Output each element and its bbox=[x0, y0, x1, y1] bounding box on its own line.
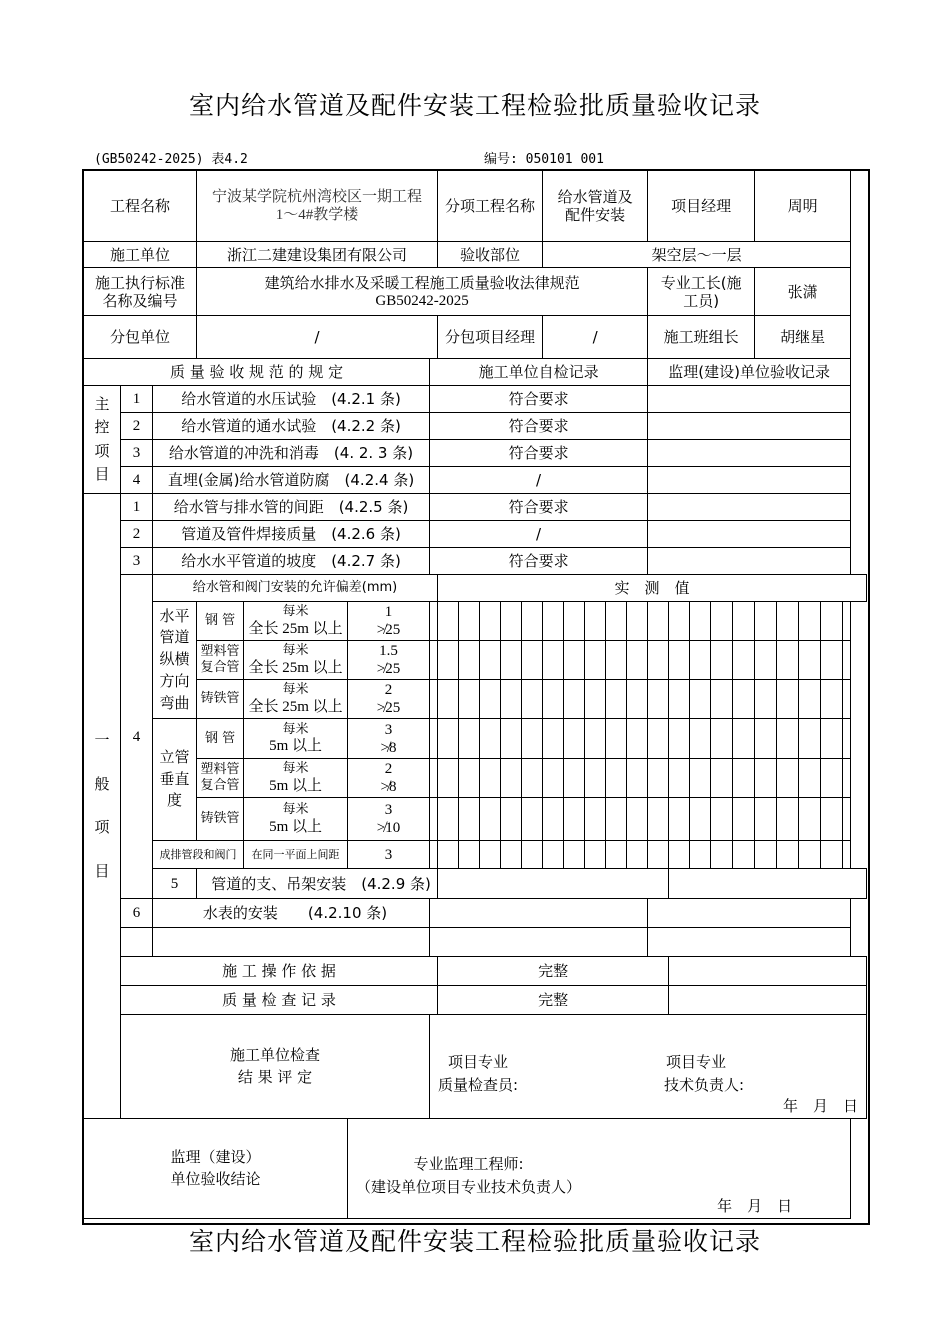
tolerance-header: 给水管和阀门安装的允许偏差(mm) bbox=[153, 575, 438, 602]
measure-cell[interactable] bbox=[648, 602, 669, 641]
supervision-date: 年 月 日 bbox=[717, 1197, 793, 1215]
measure-cell[interactable] bbox=[430, 602, 438, 641]
measure-cell[interactable] bbox=[522, 759, 543, 798]
basis-value: 完整 bbox=[438, 957, 669, 986]
measure-cell[interactable] bbox=[648, 759, 669, 798]
measure-cell[interactable] bbox=[843, 719, 851, 759]
measure-cell[interactable] bbox=[733, 759, 755, 798]
measure-cell[interactable] bbox=[627, 759, 648, 798]
measure-cell[interactable] bbox=[799, 680, 821, 719]
measure-cell[interactable] bbox=[799, 602, 821, 641]
measure-cell[interactable] bbox=[777, 602, 799, 641]
main-item-result: / bbox=[430, 467, 648, 494]
general-item-no: 3 bbox=[121, 548, 153, 575]
measure-cell[interactable] bbox=[564, 798, 585, 841]
tolerance-condition bbox=[244, 719, 348, 759]
measure-cell[interactable] bbox=[438, 641, 459, 680]
condition-full-length: 5m 以上 bbox=[269, 738, 322, 755]
measure-cell[interactable] bbox=[755, 759, 777, 798]
measure-cell[interactable] bbox=[459, 759, 480, 798]
measure-cell[interactable] bbox=[430, 680, 438, 719]
sub-pm: / bbox=[543, 316, 648, 359]
general-item-no: 5 bbox=[153, 869, 197, 899]
measure-cell[interactable] bbox=[564, 602, 585, 641]
measure-cell[interactable] bbox=[821, 641, 843, 680]
measure-cell[interactable] bbox=[821, 719, 843, 759]
measure-cell[interactable] bbox=[777, 759, 799, 798]
general-item-supervision bbox=[648, 521, 851, 548]
measure-cell[interactable] bbox=[480, 798, 501, 841]
measure-cell[interactable] bbox=[843, 680, 851, 719]
measure-cell[interactable] bbox=[459, 798, 480, 841]
measure-cell[interactable] bbox=[459, 841, 480, 869]
measure-cell[interactable] bbox=[669, 841, 690, 869]
measure-cell[interactable] bbox=[438, 602, 459, 641]
measure-cell[interactable] bbox=[799, 641, 821, 680]
spec-header: 质 量 验 收 规 范 的 规 定 bbox=[84, 359, 430, 386]
measure-cell[interactable] bbox=[690, 841, 711, 869]
measure-cell[interactable] bbox=[821, 841, 843, 869]
horizontal-pipe-label: 水平管道纵横方向弯曲 bbox=[153, 602, 197, 719]
measure-cell[interactable] bbox=[733, 841, 755, 869]
main-item-result: 符合要求 bbox=[430, 440, 648, 467]
measure-cell[interactable] bbox=[501, 798, 522, 841]
measure-cell[interactable] bbox=[480, 841, 501, 869]
general-item-text: 给水水平管道的坡度 (4.2.7 条) bbox=[153, 548, 430, 575]
general-item-text: 管道及管件焊接质量 (4.2.6 条) bbox=[153, 521, 430, 548]
main-item-no: 2 bbox=[121, 413, 153, 440]
measure-cell[interactable] bbox=[777, 841, 799, 869]
tolerance-full-length: ≯25 bbox=[376, 700, 401, 716]
acceptance-table bbox=[83, 170, 867, 1219]
basis-label: 施 工 操 作 依 据 bbox=[121, 957, 438, 986]
measure-cell[interactable] bbox=[627, 641, 648, 680]
measure-cell[interactable] bbox=[627, 602, 648, 641]
measure-cell[interactable] bbox=[690, 602, 711, 641]
foreman-label: 专业工长(施工员) bbox=[648, 268, 755, 316]
general-items-label: 一般项目 bbox=[84, 494, 121, 1119]
contractor-check-area bbox=[430, 1015, 867, 1119]
measure-cell[interactable] bbox=[430, 719, 438, 759]
material: 钢 管 bbox=[197, 719, 244, 759]
tolerance-condition bbox=[244, 602, 348, 641]
contractor-check-label bbox=[121, 1015, 430, 1119]
condition-full-length: 全长 25m 以上 bbox=[248, 659, 343, 676]
measure-cell[interactable] bbox=[711, 841, 733, 869]
measure-cell[interactable] bbox=[669, 680, 690, 719]
measure-cell[interactable] bbox=[501, 841, 522, 869]
tolerance-full-length: ≯25 bbox=[376, 622, 401, 638]
supervision-engineer-line-1: 专业监理工程师: bbox=[413, 1155, 524, 1173]
tolerance-condition bbox=[244, 641, 348, 680]
project-manager-label: 项目经理 bbox=[648, 171, 755, 242]
measure-cell[interactable] bbox=[438, 680, 459, 719]
standard-reference: (GB50242-2025) 表4.2 bbox=[94, 152, 248, 167]
main-item-no: 1 bbox=[121, 386, 153, 413]
measure-cell[interactable] bbox=[430, 641, 438, 680]
measure-cell[interactable] bbox=[755, 798, 777, 841]
measure-cell[interactable] bbox=[755, 602, 777, 641]
project-name-label: 工程名称 bbox=[84, 171, 197, 242]
row-pipe-valve-label: 成排管段和阀门 bbox=[153, 841, 244, 869]
measure-cell[interactable] bbox=[777, 680, 799, 719]
main-item-text: 直埋(金属)给水管道防腐 (4.2.4 条) bbox=[153, 467, 430, 494]
main-item-result: 符合要求 bbox=[430, 413, 648, 440]
condition-full-length: 全长 25m 以上 bbox=[248, 620, 343, 637]
measure-cell[interactable] bbox=[648, 841, 669, 869]
measure-cell[interactable] bbox=[501, 680, 522, 719]
tolerance-per-meter: 2 bbox=[384, 682, 393, 698]
material: 铸铁管 bbox=[197, 798, 244, 841]
measure-cell[interactable] bbox=[733, 641, 755, 680]
project-manager: 周明 bbox=[755, 171, 851, 242]
quality-inspector-line-1: 项目专业 bbox=[448, 1053, 509, 1071]
main-item-supervision bbox=[648, 440, 851, 467]
measure-cell[interactable] bbox=[711, 680, 733, 719]
general-item-no: 6 bbox=[121, 899, 153, 928]
measure-cell[interactable] bbox=[480, 641, 501, 680]
general-item-text: 给水管与排水管的间距 (4.2.5 条) bbox=[153, 494, 430, 521]
measure-cell[interactable] bbox=[690, 641, 711, 680]
team-leader: 胡继星 bbox=[755, 316, 851, 359]
acceptance-part-label: 验收部位 bbox=[438, 242, 543, 268]
condition-full-length: 全长 25m 以上 bbox=[248, 698, 343, 715]
condition-per-meter: 每米 bbox=[282, 761, 309, 777]
tolerance-full-length: ≯8 bbox=[380, 739, 397, 756]
condition-per-meter: 每米 bbox=[282, 802, 309, 818]
main-item-supervision bbox=[648, 413, 851, 440]
measure-cell[interactable] bbox=[480, 602, 501, 641]
measure-cell[interactable] bbox=[648, 680, 669, 719]
measure-cell[interactable] bbox=[755, 641, 777, 680]
empty-cell bbox=[121, 928, 153, 957]
measure-cell[interactable] bbox=[627, 798, 648, 841]
measure-cell[interactable] bbox=[843, 841, 851, 869]
measure-cell[interactable] bbox=[843, 602, 851, 641]
measure-cell[interactable] bbox=[606, 719, 627, 759]
measure-cell[interactable] bbox=[799, 759, 821, 798]
measure-cell[interactable] bbox=[543, 602, 564, 641]
measure-cell[interactable] bbox=[430, 841, 438, 869]
self-check-header: 施工单位自检记录 bbox=[430, 359, 648, 386]
empty-cell bbox=[153, 928, 430, 957]
subcontractor-label: 分包单位 bbox=[84, 316, 197, 359]
condition-full-length: 5m 以上 bbox=[269, 777, 322, 794]
general-item-supervision bbox=[648, 494, 851, 521]
empty-cell bbox=[648, 928, 851, 957]
tolerance-per-meter: 1.5 bbox=[379, 643, 398, 659]
general-item-no: 1 bbox=[121, 494, 153, 521]
measure-cell[interactable] bbox=[733, 602, 755, 641]
measure-cell[interactable] bbox=[799, 719, 821, 759]
condition-per-meter: 每米 bbox=[282, 682, 309, 698]
measure-cell[interactable] bbox=[459, 719, 480, 759]
basis-supervision bbox=[669, 957, 867, 986]
tech-lead-line-1: 项目专业 bbox=[666, 1053, 727, 1071]
tolerance-value bbox=[348, 602, 430, 641]
measure-cell[interactable] bbox=[606, 680, 627, 719]
general-item-no: 2 bbox=[121, 521, 153, 548]
measured-values-header: 实 测 值 bbox=[438, 575, 867, 602]
measure-cell[interactable] bbox=[459, 680, 480, 719]
measure-cell[interactable] bbox=[430, 798, 438, 841]
measure-cell[interactable] bbox=[543, 841, 564, 869]
measure-cell[interactable] bbox=[648, 641, 669, 680]
measure-cell[interactable] bbox=[606, 798, 627, 841]
page-title: 室内给水管道及配件安装工程检验批质量验收记录 bbox=[188, 91, 761, 120]
supervision-engineer bbox=[356, 1153, 581, 1198]
contractor-check-label-2: 结 果 评 定 bbox=[237, 1067, 313, 1086]
general-item-result: / bbox=[430, 521, 648, 548]
same-plane-tolerance: 3 bbox=[348, 841, 430, 869]
measure-cell[interactable] bbox=[690, 759, 711, 798]
acceptance-part: 架空层～一层 bbox=[543, 242, 851, 268]
quality-inspector-line-2: 质量检查员: bbox=[438, 1075, 519, 1094]
measure-cell[interactable] bbox=[777, 798, 799, 841]
main-item-text: 给水管道的通水试验 (4.2.2 条) bbox=[153, 413, 430, 440]
measure-cell[interactable] bbox=[585, 759, 606, 798]
measure-cell[interactable] bbox=[777, 719, 799, 759]
measure-cell[interactable] bbox=[522, 798, 543, 841]
main-item-text: 给水管道的冲洗和消毒 (4. 2. 3 条) bbox=[153, 440, 430, 467]
measure-cell[interactable] bbox=[564, 759, 585, 798]
record-value: 完整 bbox=[438, 986, 669, 1015]
measure-cell[interactable] bbox=[606, 759, 627, 798]
condition-per-meter: 每米 bbox=[282, 604, 309, 620]
measure-cell[interactable] bbox=[606, 641, 627, 680]
measure-cell[interactable] bbox=[501, 641, 522, 680]
tolerance-condition bbox=[244, 798, 348, 841]
measure-cell[interactable] bbox=[733, 680, 755, 719]
tolerance-full-length: ≯10 bbox=[376, 820, 401, 836]
measure-cell[interactable] bbox=[522, 641, 543, 680]
record-label: 质 量 检 查 记 录 bbox=[121, 986, 438, 1015]
measure-cell[interactable] bbox=[606, 602, 627, 641]
measure-cell[interactable] bbox=[501, 759, 522, 798]
supervision-engineer-line-2: （建设单位项目专业技术负责人） bbox=[356, 1177, 582, 1196]
standard-code: GB50242-2025 bbox=[375, 292, 469, 309]
measure-cell[interactable] bbox=[669, 759, 690, 798]
supervision-check-area bbox=[348, 1119, 851, 1219]
measure-cell[interactable] bbox=[821, 602, 843, 641]
contractor-date: 年 月 日 bbox=[782, 1097, 858, 1115]
measure-cell[interactable] bbox=[690, 798, 711, 841]
measure-cell[interactable] bbox=[564, 680, 585, 719]
subcontractor: / bbox=[197, 316, 438, 359]
tolerance-condition bbox=[244, 680, 348, 719]
empty-cell bbox=[430, 928, 648, 957]
sub-project-name: 给水管道及配件安装 bbox=[543, 171, 648, 242]
measure-cell[interactable] bbox=[821, 798, 843, 841]
measure-cell[interactable] bbox=[627, 841, 648, 869]
measure-cell[interactable] bbox=[585, 680, 606, 719]
measure-cell[interactable] bbox=[627, 719, 648, 759]
measure-cell[interactable] bbox=[606, 841, 627, 869]
general-item-result: 符合要求 bbox=[430, 548, 648, 575]
material: 塑料管复合管 bbox=[197, 641, 244, 680]
measure-cell[interactable] bbox=[755, 841, 777, 869]
measure-cell[interactable] bbox=[669, 798, 690, 841]
tolerance-per-meter: 3 bbox=[384, 802, 393, 818]
measure-cell[interactable] bbox=[501, 719, 522, 759]
measure-cell[interactable] bbox=[648, 719, 669, 759]
measure-cell[interactable] bbox=[669, 602, 690, 641]
measure-cell[interactable] bbox=[543, 798, 564, 841]
measure-cell[interactable] bbox=[733, 719, 755, 759]
measure-cell[interactable] bbox=[564, 641, 585, 680]
tolerance-value bbox=[348, 719, 430, 759]
condition-per-meter: 每米 bbox=[282, 721, 309, 737]
record-number-label: 编号: bbox=[484, 152, 518, 167]
tolerance-value bbox=[348, 641, 430, 680]
material: 铸铁管 bbox=[197, 680, 244, 719]
main-item-supervision bbox=[648, 386, 851, 413]
material: 塑料管复合管 bbox=[197, 759, 244, 798]
measure-cell[interactable] bbox=[585, 719, 606, 759]
foreman: 张潇 bbox=[755, 268, 851, 316]
measure-cell[interactable] bbox=[843, 798, 851, 841]
general-item-text: 管道的支、吊架安装 (4.2.9 条) bbox=[197, 869, 438, 899]
measure-cell[interactable] bbox=[690, 719, 711, 759]
same-plane-spacing-label: 在同一平面上间距 bbox=[244, 841, 348, 869]
measure-cell[interactable] bbox=[733, 798, 755, 841]
tech-lead bbox=[648, 1051, 744, 1096]
standard-label: 施工执行标准名称及编号 bbox=[84, 268, 197, 316]
team-leader-label: 施工班组长 bbox=[648, 316, 755, 359]
contractor-label: 施工单位 bbox=[84, 242, 197, 268]
tolerance-value bbox=[348, 680, 430, 719]
quality-inspector bbox=[438, 1051, 518, 1096]
measure-cell[interactable] bbox=[799, 798, 821, 841]
material: 钢 管 bbox=[197, 602, 244, 641]
tolerance-per-meter: 2 bbox=[384, 761, 393, 777]
tolerance-full-length: ≯8 bbox=[380, 779, 397, 795]
measure-cell[interactable] bbox=[711, 798, 733, 841]
measure-cell[interactable] bbox=[755, 719, 777, 759]
main-item-text: 给水管道的水压试验 (4.2.1 条) bbox=[153, 386, 430, 413]
general-item-supervision bbox=[669, 869, 867, 899]
contractor-check-label-1: 施工单位检查 bbox=[230, 1045, 321, 1064]
main-item-result: 符合要求 bbox=[430, 386, 648, 413]
main-item-no: 3 bbox=[121, 440, 153, 467]
standard-name: 建筑给水排水及采暖工程施工质量验收法律规范 bbox=[264, 273, 580, 292]
measure-cell[interactable] bbox=[522, 841, 543, 869]
main-item-no: 4 bbox=[121, 467, 153, 494]
measure-cell[interactable] bbox=[564, 719, 585, 759]
measure-cell[interactable] bbox=[438, 759, 459, 798]
main-item-supervision bbox=[648, 467, 851, 494]
measure-cell[interactable] bbox=[711, 759, 733, 798]
measure-cell[interactable] bbox=[459, 602, 480, 641]
measure-cell[interactable] bbox=[459, 641, 480, 680]
standard-cell bbox=[197, 268, 648, 316]
measure-cell[interactable] bbox=[777, 641, 799, 680]
main-items-label: 主控项目 bbox=[84, 386, 121, 494]
measure-cell[interactable] bbox=[711, 719, 733, 759]
sub-project-label: 分项工程名称 bbox=[438, 171, 543, 242]
condition-full-length: 5m 以上 bbox=[269, 818, 322, 835]
record-number-value: 050101 001 bbox=[525, 152, 604, 167]
measure-cell[interactable] bbox=[438, 798, 459, 841]
measure-cell[interactable] bbox=[711, 602, 733, 641]
project-name: 宁波某学院杭州湾校区一期工程 1～4#教学楼 bbox=[197, 171, 438, 242]
measure-cell[interactable] bbox=[669, 641, 690, 680]
measure-cell[interactable] bbox=[711, 641, 733, 680]
measure-cell[interactable] bbox=[690, 680, 711, 719]
contractor: 浙江二建建设集团有限公司 bbox=[197, 242, 438, 268]
measure-cell[interactable] bbox=[543, 759, 564, 798]
tolerance-full-length: ≯25 bbox=[376, 661, 401, 677]
measure-cell[interactable] bbox=[799, 841, 821, 869]
tolerance-value bbox=[348, 798, 430, 841]
measure-cell[interactable] bbox=[564, 841, 585, 869]
tolerance-condition bbox=[244, 759, 348, 798]
measure-cell[interactable] bbox=[480, 759, 501, 798]
general-item-result bbox=[430, 899, 648, 928]
footer-title: 室内给水管道及配件安装工程检验批质量验收记录 bbox=[188, 1227, 761, 1256]
general-item-no: 4 bbox=[121, 575, 153, 899]
supervision-check-label-1: 监理（建设） bbox=[170, 1147, 261, 1166]
measure-cell[interactable] bbox=[585, 841, 606, 869]
measure-cell[interactable] bbox=[438, 841, 459, 869]
measure-cell[interactable] bbox=[543, 641, 564, 680]
record-supervision bbox=[669, 986, 867, 1015]
measure-cell[interactable] bbox=[821, 759, 843, 798]
measure-cell[interactable] bbox=[438, 719, 459, 759]
measure-cell[interactable] bbox=[585, 641, 606, 680]
measure-cell[interactable] bbox=[522, 602, 543, 641]
measure-cell[interactable] bbox=[755, 680, 777, 719]
supervision-check-label-2: 单位验收结论 bbox=[170, 1169, 261, 1188]
supervision-header: 监理(建设)单位验收记录 bbox=[648, 359, 851, 386]
general-item-result: 符合要求 bbox=[430, 494, 648, 521]
measure-cell[interactable] bbox=[430, 759, 438, 798]
general-item-result bbox=[438, 869, 669, 899]
measure-cell[interactable] bbox=[522, 719, 543, 759]
measure-cell[interactable] bbox=[821, 680, 843, 719]
general-item-supervision bbox=[648, 548, 851, 575]
measure-cell[interactable] bbox=[501, 602, 522, 641]
general-item-text: 水表的安装 (4.2.10 条) bbox=[153, 899, 430, 928]
measure-cell[interactable] bbox=[585, 798, 606, 841]
measure-cell[interactable] bbox=[627, 680, 648, 719]
tolerance-per-meter: 1 bbox=[384, 604, 393, 620]
measure-cell[interactable] bbox=[669, 719, 690, 759]
measure-cell[interactable] bbox=[843, 759, 851, 798]
measure-cell[interactable] bbox=[648, 798, 669, 841]
measure-cell[interactable] bbox=[522, 680, 543, 719]
vertical-pipe-label: 立管垂直度 bbox=[153, 719, 197, 841]
sub-pm-label: 分包项目经理 bbox=[438, 316, 543, 359]
measure-cell[interactable] bbox=[843, 641, 851, 680]
measure-cell[interactable] bbox=[480, 719, 501, 759]
condition-per-meter: 每米 bbox=[282, 643, 309, 659]
measure-cell[interactable] bbox=[585, 602, 606, 641]
general-item-supervision bbox=[648, 899, 851, 928]
tolerance-per-meter: 3 bbox=[384, 721, 393, 738]
tolerance-value bbox=[348, 759, 430, 798]
tech-lead-line-2: 技术负责人: bbox=[664, 1075, 745, 1094]
measure-cell[interactable] bbox=[480, 680, 501, 719]
record-number bbox=[484, 148, 604, 167]
measure-cell[interactable] bbox=[543, 680, 564, 719]
measure-cell[interactable] bbox=[543, 719, 564, 759]
supervision-check-label bbox=[84, 1119, 348, 1219]
